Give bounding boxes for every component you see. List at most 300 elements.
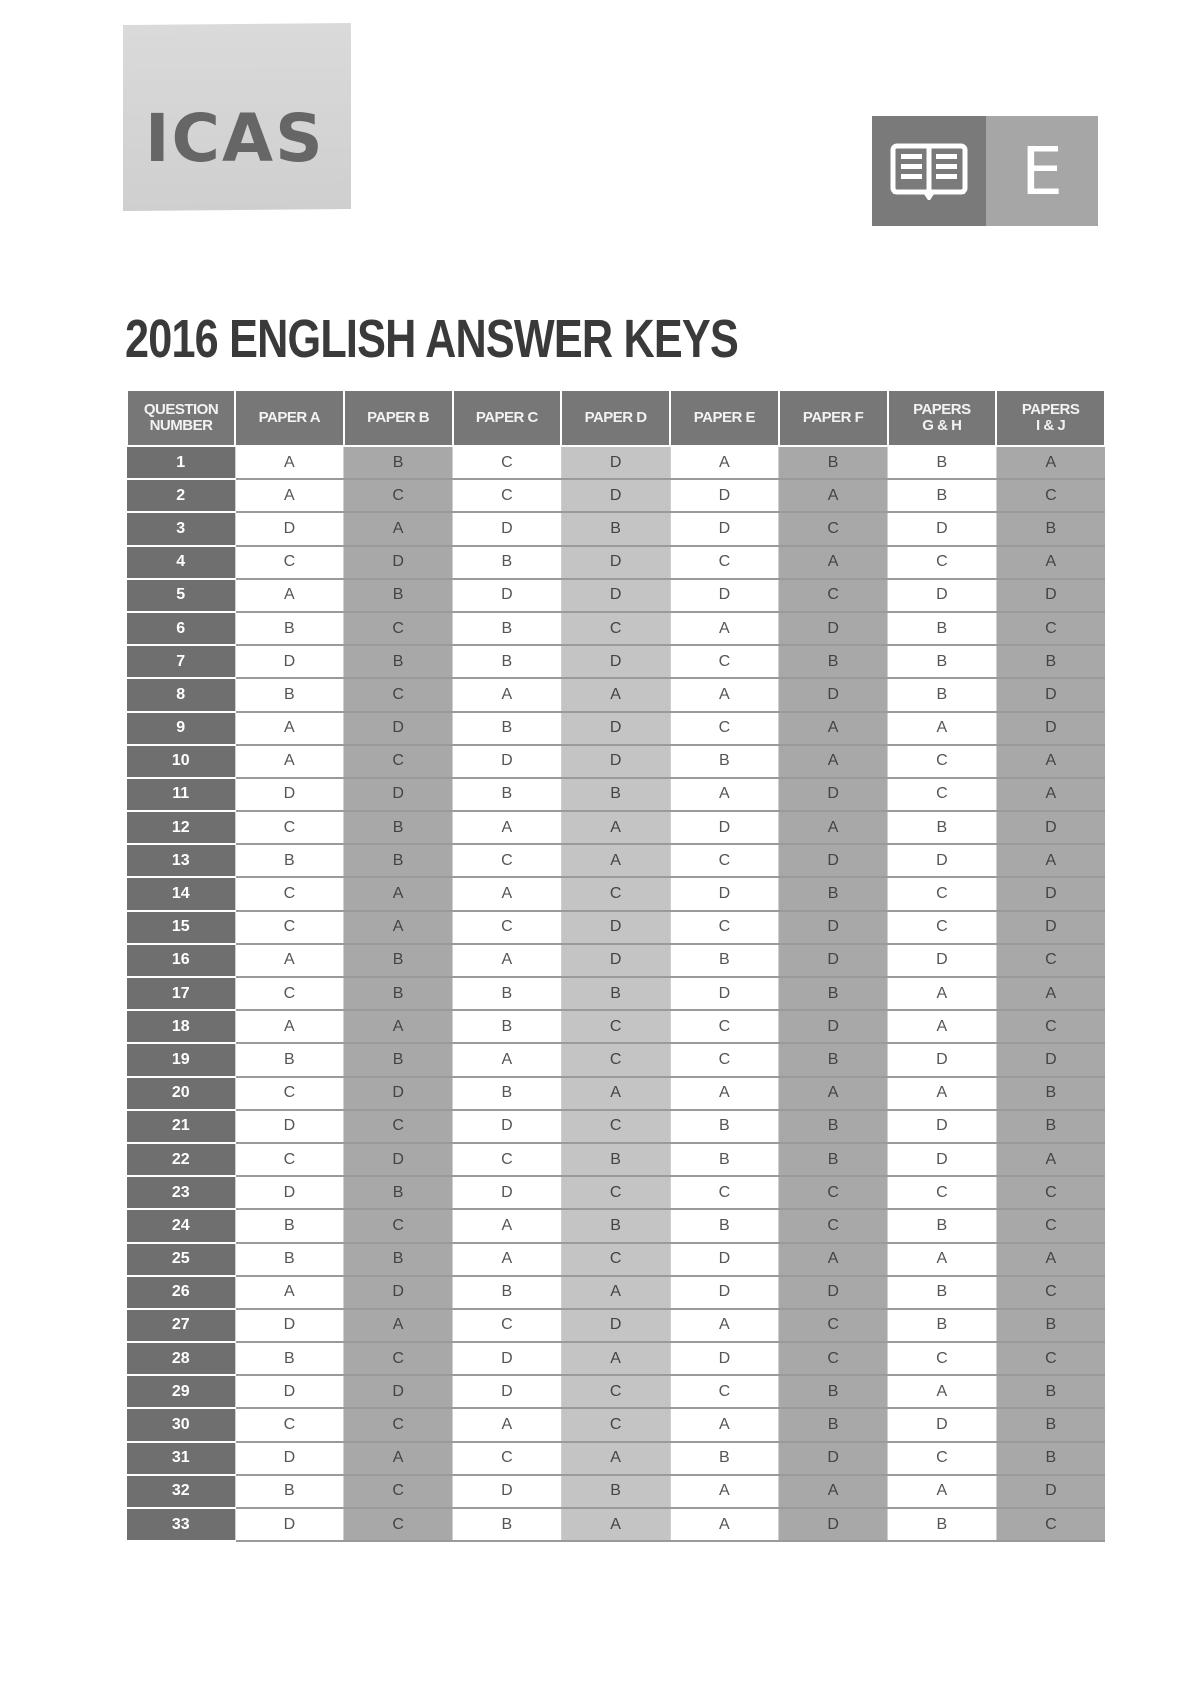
answer-cell: C — [888, 1442, 997, 1475]
answer-cell: D — [561, 579, 670, 612]
table-row — [127, 579, 1105, 612]
column-header-line: I & J — [1036, 417, 1066, 434]
table-row — [127, 645, 1105, 678]
column-header — [779, 390, 888, 446]
answer-cell: D — [235, 645, 344, 678]
answer-cell: D — [670, 1342, 779, 1375]
table-row — [127, 1143, 1105, 1176]
answer-cell: B — [235, 612, 344, 645]
book-icon — [872, 116, 986, 226]
column-header — [996, 390, 1105, 446]
answer-cell: D — [670, 1276, 779, 1309]
answer-cell: A — [561, 811, 670, 844]
answer-cell: B — [670, 1143, 779, 1176]
answer-cell: B — [779, 645, 888, 678]
answer-cell: C — [670, 911, 779, 944]
question-number-cell: 3 — [127, 512, 235, 545]
answer-cell: B — [996, 1408, 1105, 1441]
answer-cell: B — [344, 579, 453, 612]
answer-cell: B — [779, 446, 888, 479]
answer-cell: D — [453, 745, 562, 778]
answer-cell: B — [779, 1408, 888, 1441]
answer-cell: C — [561, 1043, 670, 1076]
answer-cell: D — [561, 645, 670, 678]
answer-cell: A — [779, 712, 888, 745]
question-number-cell: 10 — [127, 745, 235, 778]
answer-cell: D — [561, 446, 670, 479]
answer-cell: B — [453, 977, 562, 1010]
table-row — [127, 811, 1105, 844]
answer-cell: C — [670, 1010, 779, 1043]
table-header-row — [127, 390, 1105, 446]
level-letter: E — [986, 116, 1098, 226]
answer-cell: B — [779, 1043, 888, 1076]
answer-cell: D — [344, 712, 453, 745]
column-header-line: PAPER D — [584, 409, 647, 426]
answer-cell: B — [888, 811, 997, 844]
answer-cell: A — [996, 1143, 1105, 1176]
answer-cell: D — [670, 877, 779, 910]
table-row — [127, 977, 1105, 1010]
answer-cell: B — [344, 446, 453, 479]
answer-cell: A — [670, 678, 779, 711]
answer-cell: D — [344, 778, 453, 811]
question-number-cell: 5 — [127, 579, 235, 612]
answer-cell: C — [453, 1143, 562, 1176]
answer-cell: D — [779, 1442, 888, 1475]
answer-cell: B — [779, 1143, 888, 1176]
answer-cell: C — [996, 612, 1105, 645]
table-row — [127, 944, 1105, 977]
answer-cell: D — [996, 877, 1105, 910]
column-header — [670, 390, 779, 446]
table-row — [127, 712, 1105, 745]
answer-cell: C — [670, 546, 779, 579]
answer-cell: A — [670, 778, 779, 811]
answer-cell: A — [344, 1309, 453, 1342]
answer-cell: A — [996, 977, 1105, 1010]
answer-cell: A — [344, 512, 453, 545]
table-row — [127, 778, 1105, 811]
question-number-cell: 30 — [127, 1408, 235, 1441]
answer-cell: A — [888, 1375, 997, 1408]
answer-cell: C — [888, 1176, 997, 1209]
answer-cell: A — [344, 911, 453, 944]
question-number-cell: 22 — [127, 1143, 235, 1176]
answer-cell: B — [670, 1442, 779, 1475]
answer-cell: C — [996, 479, 1105, 512]
column-header-line: PAPER E — [693, 409, 755, 426]
question-number-cell: 13 — [127, 844, 235, 877]
table-row — [127, 1508, 1105, 1541]
answer-cell: A — [779, 479, 888, 512]
answer-cell: C — [779, 1209, 888, 1242]
answer-cell: C — [996, 944, 1105, 977]
answer-cell: B — [670, 944, 779, 977]
answer-cell: D — [561, 546, 670, 579]
answer-cell: D — [996, 911, 1105, 944]
table-row — [127, 612, 1105, 645]
answer-cell: A — [453, 678, 562, 711]
table-row — [127, 512, 1105, 545]
question-number-cell: 20 — [127, 1077, 235, 1110]
answer-cell: D — [344, 1077, 453, 1110]
table-row — [127, 1475, 1105, 1508]
answer-cell: A — [996, 546, 1105, 579]
answer-cell: C — [453, 844, 562, 877]
answer-cell: C — [344, 745, 453, 778]
answer-cell: C — [779, 1309, 888, 1342]
column-header-line: NUMBER — [149, 417, 213, 434]
answer-cell: D — [235, 1442, 344, 1475]
answer-cell: D — [453, 1375, 562, 1408]
answer-cell: C — [344, 612, 453, 645]
answer-cell: D — [453, 1176, 562, 1209]
question-number-cell: 7 — [127, 645, 235, 678]
table-row — [127, 1309, 1105, 1342]
answer-cell: A — [235, 1276, 344, 1309]
answer-cell: A — [888, 1010, 997, 1043]
answer-cell: C — [779, 1342, 888, 1375]
answer-cell: B — [235, 1342, 344, 1375]
answer-cell: B — [888, 645, 997, 678]
answer-cell: A — [453, 1243, 562, 1276]
question-number-cell: 2 — [127, 479, 235, 512]
answer-cell: D — [888, 844, 997, 877]
answer-cell: A — [344, 877, 453, 910]
answer-cell: D — [561, 712, 670, 745]
answer-cell: A — [779, 745, 888, 778]
answer-cell: A — [453, 1209, 562, 1242]
answer-cell: B — [453, 1077, 562, 1110]
answer-cell: B — [996, 1309, 1105, 1342]
answer-cell: B — [996, 1077, 1105, 1110]
answer-cell: A — [453, 811, 562, 844]
answer-cell: C — [235, 977, 344, 1010]
answer-cell: B — [344, 1043, 453, 1076]
answer-cell: C — [344, 479, 453, 512]
answer-cell: A — [779, 1243, 888, 1276]
answer-cell: D — [670, 479, 779, 512]
question-number-cell: 25 — [127, 1243, 235, 1276]
answer-cell: D — [670, 977, 779, 1010]
answer-cell: C — [561, 1243, 670, 1276]
table-row — [127, 546, 1105, 579]
answer-cell: A — [779, 1077, 888, 1110]
answer-cell: C — [235, 811, 344, 844]
answer-cell: A — [453, 877, 562, 910]
question-number-cell: 33 — [127, 1508, 235, 1541]
answer-cell: A — [670, 1508, 779, 1541]
answer-cell: C — [996, 1010, 1105, 1043]
answer-cell: D — [888, 944, 997, 977]
answer-cell: A — [670, 1475, 779, 1508]
answer-cell: B — [888, 446, 997, 479]
answer-cell: C — [453, 479, 562, 512]
table-row — [127, 1276, 1105, 1309]
answer-cell: B — [888, 678, 997, 711]
answer-cell: D — [670, 811, 779, 844]
answer-cell: B — [779, 877, 888, 910]
answer-cell: C — [235, 1408, 344, 1441]
answer-cell: C — [561, 1408, 670, 1441]
answer-cell: C — [344, 678, 453, 711]
answer-cell: A — [996, 778, 1105, 811]
question-number-cell: 24 — [127, 1209, 235, 1242]
answer-cell: B — [888, 612, 997, 645]
table-row — [127, 1375, 1105, 1408]
answer-cell: A — [235, 712, 344, 745]
answer-cell: B — [779, 1110, 888, 1143]
answer-cell: B — [996, 1375, 1105, 1408]
table-row — [127, 1243, 1105, 1276]
answer-cell: D — [235, 1375, 344, 1408]
question-number-cell: 32 — [127, 1475, 235, 1508]
answer-cell: C — [561, 1110, 670, 1143]
answer-cell: D — [888, 1143, 997, 1176]
question-number-cell: 18 — [127, 1010, 235, 1043]
answer-cell: A — [779, 811, 888, 844]
table-body — [127, 446, 1105, 1541]
answer-cell: D — [996, 1043, 1105, 1076]
answer-cell: B — [235, 678, 344, 711]
answer-cell: C — [996, 1276, 1105, 1309]
answer-cell: A — [561, 1508, 670, 1541]
column-header — [561, 390, 670, 446]
icas-logo: ICAS — [145, 100, 325, 177]
answer-cell: A — [888, 977, 997, 1010]
answer-cell: D — [996, 712, 1105, 745]
question-number-cell: 8 — [127, 678, 235, 711]
answer-cell: C — [888, 546, 997, 579]
column-header-line: PAPER B — [367, 409, 430, 426]
answer-cell: C — [779, 512, 888, 545]
answer-cell: C — [996, 1508, 1105, 1541]
answer-cell: D — [779, 911, 888, 944]
question-number-cell: 14 — [127, 877, 235, 910]
answer-cell: D — [235, 778, 344, 811]
answer-cell: C — [779, 579, 888, 612]
answer-cell: C — [344, 1209, 453, 1242]
answer-cell: A — [561, 678, 670, 711]
answer-cell: D — [888, 1408, 997, 1441]
answer-cell: A — [996, 745, 1105, 778]
answer-cell: A — [344, 1010, 453, 1043]
answer-cell: C — [235, 877, 344, 910]
answer-cell: B — [561, 512, 670, 545]
answer-cell: B — [453, 1508, 562, 1541]
answer-cell: C — [344, 1475, 453, 1508]
answer-cell: C — [344, 1342, 453, 1375]
answer-cell: D — [888, 512, 997, 545]
table-row — [127, 1176, 1105, 1209]
answer-cell: D — [453, 1110, 562, 1143]
answer-cell: C — [996, 1176, 1105, 1209]
answer-cell: B — [235, 1043, 344, 1076]
answer-cell: C — [453, 1309, 562, 1342]
question-number-cell: 29 — [127, 1375, 235, 1408]
answer-cell: C — [235, 911, 344, 944]
table-row — [127, 479, 1105, 512]
answer-cell: A — [670, 1408, 779, 1441]
answer-cell: B — [453, 1010, 562, 1043]
answer-cell: D — [996, 678, 1105, 711]
answer-cell: B — [888, 1309, 997, 1342]
table-row — [127, 1077, 1105, 1110]
answer-cell: D — [561, 479, 670, 512]
table-row — [127, 678, 1105, 711]
answer-cell: C — [670, 1375, 779, 1408]
answer-cell: D — [561, 944, 670, 977]
answer-cell: B — [344, 944, 453, 977]
answer-cell: C — [344, 1508, 453, 1541]
answer-cell: B — [235, 844, 344, 877]
question-number-cell: 15 — [127, 911, 235, 944]
answer-cell: C — [996, 1342, 1105, 1375]
answer-cell: D — [670, 512, 779, 545]
answer-cell: A — [235, 1010, 344, 1043]
answer-cell: A — [996, 1243, 1105, 1276]
column-header-line: PAPER C — [475, 409, 538, 426]
answer-cell: D — [344, 546, 453, 579]
column-header — [888, 390, 997, 446]
answer-cell: C — [235, 546, 344, 579]
answer-cell: B — [670, 1110, 779, 1143]
answer-cell: B — [235, 1209, 344, 1242]
answer-cell: B — [235, 1475, 344, 1508]
answer-cell: C — [996, 1209, 1105, 1242]
answer-cell: C — [344, 1110, 453, 1143]
answer-cell: B — [344, 977, 453, 1010]
answer-cell: A — [453, 1043, 562, 1076]
answer-cell: B — [561, 1475, 670, 1508]
answer-cell: A — [996, 844, 1105, 877]
answer-cell: C — [561, 612, 670, 645]
column-header-line: G & H — [922, 417, 962, 434]
question-number-cell: 6 — [127, 612, 235, 645]
answer-cell: B — [996, 1442, 1105, 1475]
question-number-cell: 17 — [127, 977, 235, 1010]
answer-cell: B — [996, 645, 1105, 678]
answer-cell: D — [344, 1375, 453, 1408]
answer-cell: C — [453, 1442, 562, 1475]
question-number-cell: 16 — [127, 944, 235, 977]
answer-cell: A — [235, 579, 344, 612]
column-header-line: PAPERS — [913, 401, 971, 418]
question-number-cell: 12 — [127, 811, 235, 844]
answer-cell: D — [996, 579, 1105, 612]
answer-cell: A — [670, 612, 779, 645]
answer-cell: D — [670, 1243, 779, 1276]
column-header — [235, 390, 344, 446]
column-header — [344, 390, 453, 446]
answer-cell: B — [888, 1276, 997, 1309]
answer-cell: A — [561, 1077, 670, 1110]
answer-cell: A — [235, 446, 344, 479]
table-row — [127, 1442, 1105, 1475]
answer-cell: A — [235, 944, 344, 977]
answer-cell: D — [996, 1475, 1105, 1508]
column-header-line: PAPER A — [258, 409, 321, 426]
answer-cell: C — [779, 1176, 888, 1209]
answer-cell: A — [888, 1243, 997, 1276]
question-number-cell: 23 — [127, 1176, 235, 1209]
answer-cell: B — [235, 1243, 344, 1276]
question-number-cell: 9 — [127, 712, 235, 745]
answer-cell: D — [996, 811, 1105, 844]
answer-cell: C — [888, 911, 997, 944]
answer-cell: B — [670, 1209, 779, 1242]
answer-cell: A — [996, 446, 1105, 479]
answer-cell: C — [670, 645, 779, 678]
answer-cell: B — [779, 1375, 888, 1408]
subject-badge — [872, 116, 1098, 226]
answer-cell: C — [561, 1176, 670, 1209]
answer-cell: C — [888, 1342, 997, 1375]
column-header-line: PAPERS — [1021, 401, 1080, 418]
answer-cell: A — [670, 1077, 779, 1110]
answer-cell: A — [779, 1475, 888, 1508]
question-number-cell: 31 — [127, 1442, 235, 1475]
answer-cell: B — [561, 1143, 670, 1176]
answer-cell: C — [344, 1408, 453, 1441]
answer-cell: D — [235, 1508, 344, 1541]
answer-cell: D — [779, 844, 888, 877]
answer-cell: D — [344, 1143, 453, 1176]
answer-cell: A — [235, 479, 344, 512]
question-number-cell: 19 — [127, 1043, 235, 1076]
answer-cell: A — [235, 745, 344, 778]
answer-cell: C — [670, 1043, 779, 1076]
answer-cell: D — [453, 512, 562, 545]
answer-cell: D — [888, 1110, 997, 1143]
answer-cell: A — [561, 1276, 670, 1309]
question-number-cell: 1 — [127, 446, 235, 479]
answer-key-table — [126, 389, 1106, 1542]
answer-cell: C — [561, 1010, 670, 1043]
question-number-cell: 26 — [127, 1276, 235, 1309]
answer-cell: D — [561, 745, 670, 778]
answer-cell: B — [670, 745, 779, 778]
table-row — [127, 1209, 1105, 1242]
answer-cell: A — [453, 1408, 562, 1441]
answer-cell: A — [888, 712, 997, 745]
column-header-line: PAPER F — [802, 409, 864, 426]
answer-cell: B — [996, 1110, 1105, 1143]
answer-cell: C — [561, 1375, 670, 1408]
answer-cell: B — [453, 1276, 562, 1309]
answer-cell: B — [344, 1243, 453, 1276]
answer-cell: D — [670, 579, 779, 612]
answer-cell: C — [453, 911, 562, 944]
answer-cell: D — [235, 1110, 344, 1143]
answer-cell: C — [561, 877, 670, 910]
table-row — [127, 1010, 1105, 1043]
answer-cell: B — [996, 512, 1105, 545]
answer-cell: C — [235, 1077, 344, 1110]
column-header-line: QUESTION — [143, 401, 219, 418]
answer-cell: D — [779, 1508, 888, 1541]
answer-cell: D — [235, 1176, 344, 1209]
answer-cell: A — [670, 1309, 779, 1342]
answer-cell: D — [779, 778, 888, 811]
answer-cell: B — [344, 1176, 453, 1209]
answer-cell: B — [561, 778, 670, 811]
answer-cell: B — [453, 546, 562, 579]
answer-cell: C — [888, 745, 997, 778]
column-header — [127, 390, 235, 446]
answer-cell: A — [561, 1342, 670, 1375]
